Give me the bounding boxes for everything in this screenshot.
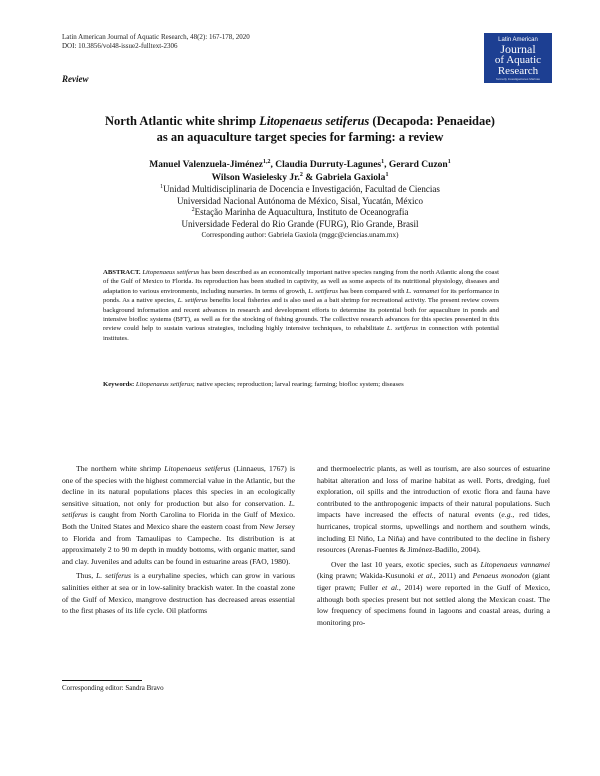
text: (Linnaeus, 1767) is one of the species with the highest commercial value in the Atlantic, but the decline in its natural populations places this species in an ecologically sensitive situation, not only for production but also for conservation. [62, 464, 295, 508]
abstract-species-3: L. vannamei [406, 287, 440, 295]
abstract-text-5: in connection with potential institutes. [103, 325, 499, 342]
body-column-left [62, 463, 295, 617]
text: The northern white shrimp [76, 464, 165, 473]
affiliations [62, 184, 538, 242]
text: , red tides, hurricanes, tropical storms, upwellings and northern and southern winds, including El Niño, La Niña) and have contributed to the decline in fishery resources (Arenas-Fuentes & Jiménez-Badillo, 2004). [317, 510, 550, 555]
abstract-text-1: has been described as an economically important native species ranging from the north Atlantic along the coast of the Gulf of Mexico to Florida. Its reproduction has been studied in captivity, as well as some aspects of its nutritional physiology, diseases and adaptation to various environments, including nurseries. In terms of growth, [103, 269, 499, 295]
right-paragraph-1 [317, 463, 550, 556]
text: , 2011) and [433, 571, 473, 581]
keywords-species: Litopenaeus setiferus [135, 381, 193, 388]
logo-line-4: Research [497, 65, 539, 77]
text: Over the last 10 years, exotic species, such as [331, 559, 481, 569]
right-paragraph-2 [317, 559, 550, 629]
species-name: Litopenaeus setiferus [164, 464, 231, 473]
abstract-species-4: L. setiferus [177, 297, 208, 305]
corresponding-author: Corresponding author: Gabriela Gaxiola (mggc@ciencias.unam.mx) [201, 231, 399, 239]
text: (king prawn; Wakida-Kusunoki [317, 571, 418, 581]
abstract-text-3: for its performance in ponds. As a native species, [103, 287, 499, 305]
affiliation-2-line-2: Universidade Federal do Rio Grande (FURG), Rio Grande, Brasil [181, 218, 419, 229]
text: is caught from North Carolina to Florida in the Gulf of Mexico. Both the United States and Mexico share the eastern coast from New Jersey to Florida and from Tamaulipas to Campeche. Its distribution is at approximately 2 to 90 m depth in muddy bottoms, with organic matter, sand and clay. Juveniles and adults can be found in estuarine areas (FAO, 1980). [62, 510, 295, 566]
text: (giant tiger prawn; Fuller [317, 571, 550, 592]
corresponding-editor: Corresponding editor: Sandra Bravo [62, 684, 164, 692]
text: and thermoelectric plants, as well as tourism, are also sources of estuarine habitat alteration and loss of marine habitat as well. Ports, dredging, fuel exploration, oil spills and the introduction of exotic flora and fauna have contributed to the anthropogenic impacts of their natural populations. Such impacts have increased the effects of natural events ( [317, 464, 550, 520]
text: , 2014) were reported in the Gulf of Mexico, although both species present but not settled along the Mexican coast. The low frequency of specimens found in lagoons and coastal areas, during a monitoring pro- [317, 582, 550, 627]
journal-citation: Latin American Journal of Aquatic Research, 48(2): 167-178, 2020 [62, 33, 250, 41]
author-5-affil: 1 [385, 171, 389, 178]
logo-line-3: of Aquatic [494, 54, 542, 66]
affiliation-1-line-1: Unidad Multidisciplinaria de Docencia e Investigación, Facultad de Ciencias [163, 184, 440, 194]
affiliation-1-line-2: Universidad Nacional Autónoma de México, Sisal, Yucatán, México [176, 195, 424, 206]
title-species: Litopenaeus setiferus [259, 114, 370, 128]
abstract-text-4: benefits local fisheries and is also used as a bait shrimp for recreational activity. The present review covers background information and recent advances in research and development efforts to determine its potential both for aquaculture in ponds and intensive biofloc systems (BFT), as well as for the stocking of fishing grounds. The collective research advances for this species presented in this review could help to sustain various strategies, including highly intensive techniques, to rehabilitate [103, 297, 499, 333]
logo-line-1: Latin American [498, 37, 538, 43]
title-line-2: as an aquaculture target species for farming: a review [156, 130, 444, 144]
abstract [103, 268, 499, 343]
author-2-affil: 1 [381, 158, 385, 165]
logo-tagline: formerly Investigaciones Marinas [496, 77, 540, 81]
species-name: L. setiferus [96, 571, 131, 581]
abstract-label: ABSTRACT. [103, 269, 141, 276]
text: is a euryhaline species, which can grow in various salinities either at sea or in low-salinity brackish water. In the coastal zone of the Gulf of Mexico, mangrove destruction has decreased areas essential to the first phases of its life cycle. Oil platforms [62, 571, 296, 616]
paper-title [62, 113, 538, 145]
author-4: Wilson Wasielesky Jr. [211, 173, 300, 183]
abstract-text-2: has been compared with [337, 287, 407, 295]
species-name: Penaeus monodon [472, 571, 530, 581]
keywords-list: ; native species; reproduction; larval rearing; farming; biofloc system; diseases [192, 381, 404, 388]
affiliation-1-number: 1 [160, 184, 164, 190]
abstract-species-5: L. setiferus [386, 325, 418, 333]
affiliation-2-line-1: Estação Marinha de Aquacultura, Instituto de Oceanografia [194, 207, 409, 217]
keywords-label: Keywords: [103, 381, 135, 388]
left-paragraph-2 [62, 570, 295, 616]
species-name: L. setiferus [62, 498, 295, 520]
author-2: Claudia Durruty-Lagunes [275, 160, 382, 170]
author-3-affil: 1 [447, 158, 451, 165]
author-list: Manuel Valenzuela-Jiménez$^{1,2}$, Claudia Durruty-Lagunes$^1$, Gerard Cuzon$^1$ Wilson Wasielesky Jr.$^2$ & Gabriela Gaxiola$^1$ [149, 158, 451, 183]
abstract-species-1: Litopenaeus setiferus [142, 269, 200, 276]
body-column-right [317, 463, 550, 628]
abstract-species-2: L. setiferus [308, 287, 338, 295]
doi-line: DOI: 10.3856/vol48-issue2-fulltext-2306 [62, 42, 178, 50]
section-label: Review [62, 74, 89, 84]
journal-logo [484, 33, 552, 83]
author-3: Gerard Cuzon [388, 160, 448, 170]
author-5: Gabriela Gaxiola [315, 173, 386, 183]
left-paragraph-1 [62, 463, 295, 567]
affiliation-2-number: 2 [191, 207, 195, 213]
footnote-rule [62, 680, 142, 681]
italic-text: e.g. [501, 510, 513, 520]
author-1-affil: 1,2 [263, 158, 271, 165]
author-1: Manuel Valenzuela-Jiménez [149, 160, 264, 170]
italic-text: et al. [381, 582, 399, 592]
journal-header [62, 33, 250, 51]
keywords [103, 380, 513, 389]
species-name: Litopenaeus vannamei [480, 559, 551, 569]
logo-line-2: Journal [500, 42, 536, 56]
title-part-1: North Atlantic white shrimp [105, 114, 260, 128]
title-part-2: (Decapoda: Penaeidae) [369, 114, 495, 128]
italic-text: et al. [417, 571, 434, 581]
text: Thus, [76, 571, 97, 581]
author-4-affil: 2 [299, 171, 303, 178]
